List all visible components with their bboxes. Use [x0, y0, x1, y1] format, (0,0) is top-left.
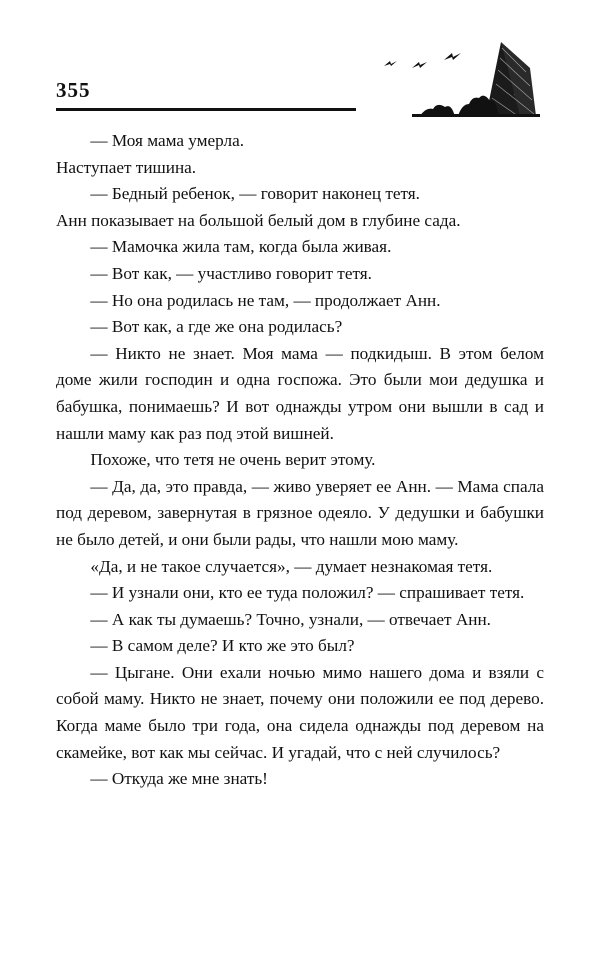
- page-body: [56, 128, 544, 793]
- paragraph: — Да, да, это правда, — живо уверяет ее Анн. — Мама спала под деревом, завернутая в грязное одеяло. У дедушки и бабушки не было детей, и они были рады, что нашли мою маму.: [56, 476, 544, 549]
- paragraph: — И узнали они, кто ее туда положил? — спрашивает тетя.: [90, 583, 525, 603]
- page-header: [0, 38, 600, 128]
- paragraph: — Мамочка жила там, когда была живая.: [90, 237, 392, 257]
- paragraph: — Вот как, — участливо говорит тетя.: [90, 263, 372, 283]
- paragraph: Похоже, что тетя не очень верит этому.: [90, 450, 376, 470]
- paragraph: — В самом деле? И кто же это был?: [90, 636, 355, 656]
- paragraph: — Но она родилась не там, — продолжает Анн.: [90, 290, 441, 310]
- paragraph: «Да, и не такое случается», — думает незнакомая тетя.: [90, 556, 493, 576]
- page-number: 355: [56, 78, 91, 102]
- paragraph: — Моя мама умерла.: [90, 131, 245, 150]
- paragraph: — Цыгане. Они ехали ночью мимо нашего дома и взяли с собой маму. Никто не знает, почему они положили ее под дерево. Когда маме было три года, она сидела однажды под деревом на скамейке, вот как мы сейчас. И угадай, что с ней случилось?: [56, 662, 544, 762]
- paragraph: — А как ты думаешь? Точно, узнали, — отвечает Анн.: [90, 609, 491, 629]
- paragraph: — Откуда же мне знать!: [90, 769, 268, 789]
- paragraph: — Никто не знает. Моя мама — подкидыш. В этом белом доме жили господин и одна госпожа. Это были мои дедушка и бабушка, понимаешь? И вот однажды утром они вышли в сад и нашли маму как раз под этой вишней.: [56, 343, 544, 443]
- paragraph: — Вот как, а где же она родилась?: [90, 317, 343, 337]
- birds-and-tree-illustration-icon: [360, 38, 540, 118]
- paragraph: Анн показывает на большой белый дом в глубине сада.: [56, 210, 461, 230]
- header-rule: [56, 108, 356, 111]
- paragraph: — Бедный ребенок, — говорит наконец тетя.: [90, 184, 420, 204]
- paragraph: Наступает тишина.: [56, 157, 197, 177]
